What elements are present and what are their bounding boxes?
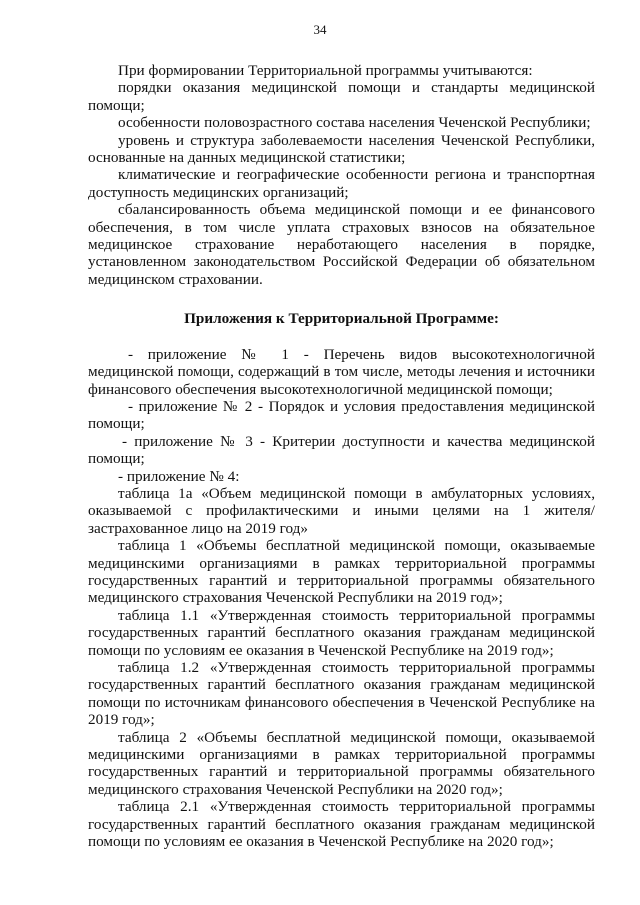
table-item: таблица 1 «Объемы бесплатной медицинской помощи, оказываемые медицинскими организациями в рамках территориальной программы государственных гарантий и территориальной программы обязательного медицинского страхования Чеченской Республики на 2019 год»; bbox=[88, 537, 595, 607]
appendix-item: - приложение № 4: bbox=[118, 467, 240, 485]
consideration-item: порядки оказания медицинской помощи и стандарты медицинской помощи; bbox=[88, 79, 595, 114]
table-item: таблица 1а «Объем медицинской помощи в амбулаторных условиях, оказываемой с профилактическими и иными целями на 1 жителя/застрахованное лицо на 2019 год» bbox=[88, 484, 595, 537]
appendix-item: - приложение № 2 - Порядок и условия предоставления медицинской помощи; bbox=[88, 397, 595, 433]
consideration-item: особенности половозрастного состава населения Чеченской Республики; bbox=[118, 114, 591, 132]
consideration-item: сбалансированность объема медицинской помощи и ее финансового обеспечения, в том числе уплата страховых взносов на обязательное медицинское страхование неработающего населения в порядке, установленном законодательством Российской Федерации об обязательном медицинском страховании. bbox=[88, 201, 595, 288]
appendix-item: - приложение № 1 - Перечень видов высокотехнологичной медицинской помощи, содержащий в том числе, методы лечения и источники финансового обеспечения высокотехнологичной медицинской помощи; bbox=[88, 345, 595, 398]
appendix-item: - приложение № 3 - Критерии доступности и качества медицинской помощи; bbox=[88, 432, 595, 468]
page-body bbox=[88, 62, 595, 850]
consideration-item: уровень и структура заболеваемости населения Чеченской Республики, основанные на данных медицинской статистики; bbox=[88, 131, 595, 167]
table-item: таблица 1.2 «Утвержденная стоимость территориальной программы государственных гарантий бесплатного оказания гражданам медицинской помощи по источникам финансового обеспечения в Чеченской Республике на 2019 год»; bbox=[88, 659, 595, 729]
table-item: таблица 2 «Объемы бесплатной медицинской помощи, оказываемой медицинскими организациями в рамках территориальной программы государственных гарантий и территориальной программы обязательного медицинского страхования Чеченской Республики на 2020 год»; bbox=[88, 728, 595, 798]
table-item: таблица 2.1 «Утвержденная стоимость территориальной программы государственных гарантий бесплатного оказания гражданам медицинской помощи по условиям ее оказания в Чеченской Республике на 2020 год»; bbox=[88, 798, 595, 851]
intro-paragraph: При формировании Территориальной программы учитываются: bbox=[118, 62, 533, 79]
page-number: 34 bbox=[313, 22, 327, 37]
consideration-item: климатические и географические особенности региона и транспортная доступность медицинских организаций; bbox=[88, 166, 595, 201]
table-item: таблица 1.1 «Утвержденная стоимость территориальной программы государственных гарантий бесплатного оказания гражданам медицинской помощи по условиям ее оказания в Чеченской Республике на 2019 год»; bbox=[88, 606, 595, 659]
appendices-heading: Приложения к Территориальной Программе: bbox=[184, 310, 499, 328]
